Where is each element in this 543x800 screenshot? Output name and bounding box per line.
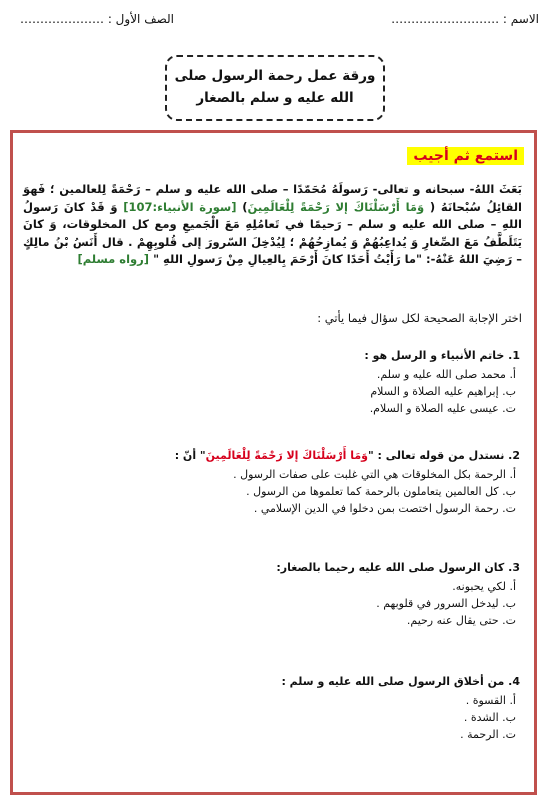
answer-option[interactable]: ب. ليدخل السرور في قلوبهم .: [376, 597, 516, 610]
passage-text-2: ): [236, 199, 248, 214]
question-2: [25, 447, 520, 517]
answer-option[interactable]: ب. كل العالمين يتعاملون بالرحمة كما تعلموها من الرسول .: [246, 485, 516, 498]
answer-option[interactable]: ت. الرحمة .: [460, 728, 516, 741]
header: [0, 12, 543, 32]
name-field[interactable]: [391, 12, 539, 26]
title-line-1: ورقة عمل رحمة الرسول صلى: [174, 68, 376, 84]
question-stem: 1. خاتم الأنبياء و الرسل هو :: [364, 349, 520, 362]
instruction: اختر الإجابة الصحيحة لكل سؤال فيما يأتي :: [317, 311, 522, 325]
name-label: الاسم :: [502, 12, 539, 26]
answer-option[interactable]: أ. محمد صلى الله عليه و سلم.: [376, 368, 516, 381]
answer-option[interactable]: أ. الرحمة بكل المخلوقات هي التي غلبت على صفات الرسول .: [233, 468, 516, 481]
reading-passage: [23, 181, 522, 269]
answer-option[interactable]: ت. حتى يقال عنه رحيم.: [406, 614, 516, 627]
answer-option[interactable]: ت. عيسى عليه الصلاة و السلام.: [369, 402, 516, 415]
stem-part-b: " أنّ :: [174, 449, 206, 462]
worksheet-title: [165, 55, 385, 121]
passage-text-1: بَعَثَ اللهُ- سبحانه و تعالى- رَسولَهُ مُحَمّدًا – صلى الله عليه و سلم – رَحْمَةً لِلعالمين ؛ فَهوَ القائِلُ سُبْحانَهُ (: [23, 182, 523, 214]
class-blank: …………………: [20, 12, 104, 26]
question-1: [25, 347, 520, 417]
title-line-2: الله عليه و سلم بالصغار: [196, 90, 354, 106]
answer-option[interactable]: ب. إبراهيم عليه الصلاة و السلام: [370, 385, 516, 398]
question-stem: 3. كان الرسول صلى الله عليه رحيما بالصغار:: [276, 561, 520, 574]
hadith-reference: [رواه مسلم]: [77, 252, 150, 266]
question-3: [25, 559, 520, 629]
section-heading: استمع ثم أجيب: [407, 147, 524, 165]
question-stem: [25, 447, 520, 464]
answer-option[interactable]: ت. رحمة الرسول اختصت بمن دخلوا في الدين الإسلامي .: [253, 502, 516, 515]
class-label: الصف الأول :: [107, 12, 175, 26]
name-blank: ………………………: [391, 12, 500, 26]
class-field[interactable]: [20, 12, 174, 26]
answer-option[interactable]: أ. لكي يحبونه.: [452, 580, 516, 593]
answer-option[interactable]: ب. الشدة .: [463, 711, 516, 724]
worksheet-frame: [10, 130, 537, 795]
answer-option[interactable]: أ. القسوة .: [465, 694, 516, 707]
stem-part-a: 2. نستدل من قوله تعالى : ": [368, 449, 520, 462]
question-4: [25, 673, 520, 743]
passage-text-3: وَ قَدْ كانَ رَسولُ اللهِ – صلى الله عليه و سلم – رَحيمًا في تَعامُلِهِ مَعَ الْجَميعِ ومع كل المخلوقات، وَ كانَ يَتَلَطَّفُ مَعَ الصِّغارِ وَ يُداعِبُهُمْ وَ يُمازِحُهُمْ ؛ لِيُدْخِلَ السّرورَ إلى قُلوبِهِمْ . قال أَنَسُ بْنُ مالِكٍ – رَضِيَ اللهُ عَنْهُ-: "ما رَأَيْتُ أَحَدًا كانَ أَرْحَمَ بِالعِيالِ مِنْ رَسولِ اللهِ ": [23, 199, 522, 266]
verse-reference: [سورة الأنبياء:107]: [123, 199, 237, 214]
question-stem: 4. من أخلاق الرسول صلى الله عليه و سلم :: [281, 675, 520, 688]
stem-verse: وَمَا أَرْسَلْنَاكَ إلا رَحْمَةً لِلْعَالَمِينَ: [205, 449, 368, 462]
quran-verse: وَمَا أَرْسَلْنَاكَ إلا رَحْمَةً لِلْعَالَمِينَ: [247, 199, 425, 214]
